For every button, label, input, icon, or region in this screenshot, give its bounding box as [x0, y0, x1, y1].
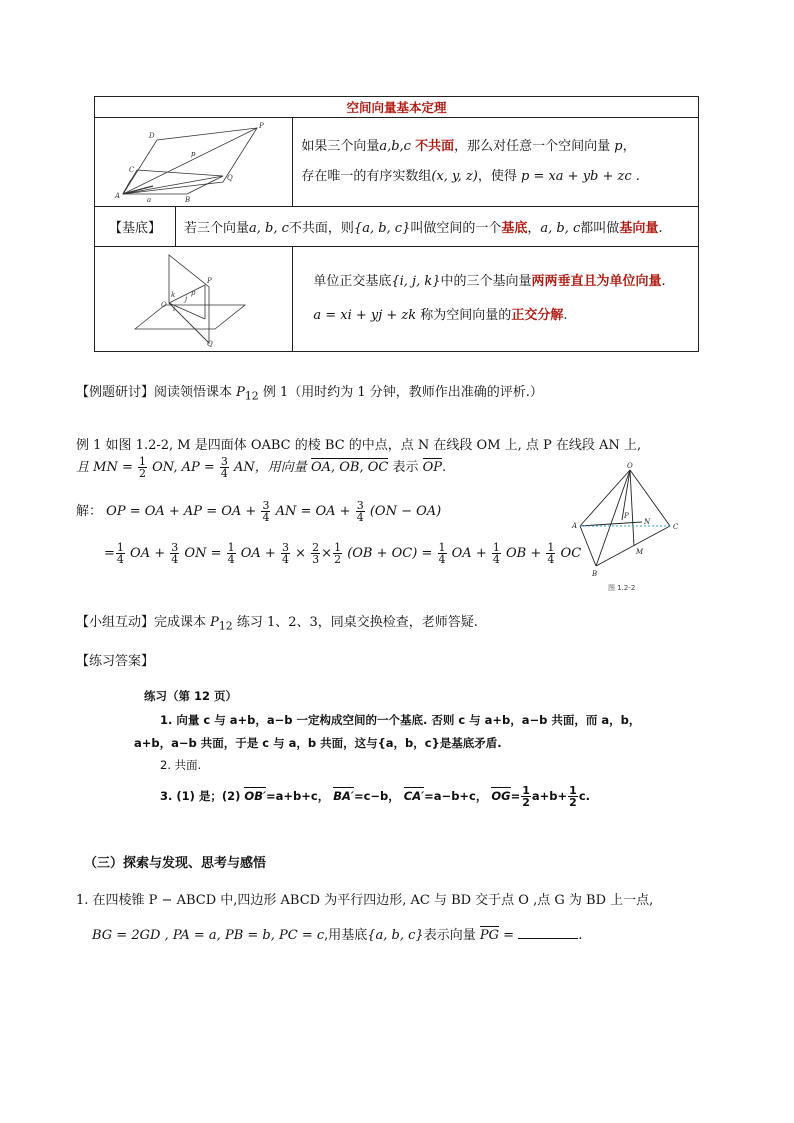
example1-line1: 例 1 如图 1.2-2, M 是四面体 OABC 的棱 BC 的中点，点 N 在线段 OM 上, 点 P 在线段 AN 上, [76, 438, 642, 453]
basis-abc: {a, b, c} [367, 928, 424, 943]
svg-text:D: D [149, 132, 155, 140]
theorem-title: 空间向量基本定理 [95, 97, 699, 118]
problem1-line1: 1. 在四棱锥 P − ABCD 中,四边形 ABCD 为平行四边形, AC 与 BD 交于点 O ,点 G 为 BD 上一点, [76, 893, 654, 908]
basis-highlight: 基底 [501, 221, 528, 236]
problem1-line2: BG = 2GD , PA = a, PB = b, PC = c,用基底{a, b, c}表示向量 PG = . [92, 928, 583, 943]
problem-text-c: 表示向量 [423, 928, 476, 943]
fig-label-c: C [673, 523, 679, 531]
solution-step2-a: OA + [130, 546, 166, 561]
basis-vector-highlight: 基向量 [619, 221, 659, 236]
example1-line2: 且 MN = $\frac{1}{2}$ ON, AP = $\frac{3}{4}$ AN，用向量 OA, OB, OC 表示 OP. [76, 455, 447, 480]
answers-heading: 【练习答案】 [76, 654, 155, 669]
fraction-half-2: $\frac{1}{2}$ [334, 541, 342, 566]
answer-1-line2: a+b，a−b 共面，于是 c 与 a，b 共面，这与{a，b，c}是基底矛盾. [134, 736, 502, 750]
unit-basis-text-b: 中的三个基向量 [440, 274, 532, 289]
vector-ba-prime: BA′ [333, 789, 354, 803]
answer-3-d: =a−b+c， [424, 789, 488, 803]
svg-text:j: j [185, 295, 188, 303]
svg-text:O: O [161, 301, 167, 309]
group-page-ref: P [210, 615, 219, 630]
figure-caption: 图 1.2-2 [608, 584, 636, 592]
svg-text:P: P [207, 277, 212, 285]
svg-text:a: a [147, 196, 152, 202]
parallelepiped-figure-cell [95, 118, 293, 207]
solution-step1-b: AN = OA + [275, 504, 351, 519]
answer-blank[interactable] [518, 926, 578, 939]
svg-text:C: C [129, 166, 135, 174]
vector-p: p [614, 139, 623, 154]
answer-title: 练习（第 12 页） [144, 689, 238, 703]
represent-text: 表示 [392, 460, 419, 475]
example-study-text: 【例题研讨】阅读领悟课本 [76, 385, 233, 400]
an-text: AN，用向量 [234, 460, 307, 475]
answer-3-g: c. [578, 789, 591, 803]
noncoplanar-highlight: 不共面 [415, 139, 455, 154]
group-rest: 练习 1、2、3，同桌交换检查，老师答疑. [236, 615, 478, 630]
basis-text: 若三个向量 [184, 221, 250, 236]
tetrahedron-figure [570, 462, 694, 594]
orthogonal-decomposition-eq: a = xi + yj + zk [313, 308, 417, 323]
solution-step2-f: OB + [506, 546, 542, 561]
fraction-three-quarters-3: $\frac{3}{4}$ [356, 499, 364, 524]
basis-vectors-2: a, b, c [540, 221, 581, 236]
statement-text-b: ，那么对任意一个空间向量 [454, 139, 611, 154]
group-page-sub: 12 [218, 619, 233, 633]
fig-label-n: N [644, 518, 651, 526]
answer-1-line1: 1. 向量 c 与 a+b，a−b 一定构成空间的一个基底. 否则 c 与 a+b，a−b 共面，而 a，b， [160, 713, 641, 727]
fraction-half: $\frac{1}{2}$ [138, 455, 146, 480]
statement-vectors: a,b,c [379, 139, 411, 154]
svg-text:p: p [191, 150, 196, 158]
solution-step1: OP = OA + AP = OA + [106, 504, 257, 519]
parallelepiped-figure [95, 118, 281, 202]
svg-text:P: P [259, 122, 264, 130]
page-sub: 12 [244, 389, 259, 403]
unit-basis-set: {i, j, k} [391, 274, 441, 289]
vector-og: OG [491, 789, 511, 803]
basis-label-cell [95, 207, 176, 247]
basis-text-c: 叫做空间的一个 [410, 221, 502, 236]
vector-op: OP [422, 460, 443, 475]
basis-text-e: 都叫做 [580, 221, 620, 236]
statement-line2-b: ，使得 [477, 169, 517, 184]
bg-eq: BG = 2GD , [92, 928, 169, 943]
fraction-quarter-3: $\frac{1}{4}$ [438, 541, 446, 566]
fig-label-b: B [592, 570, 598, 578]
solution-step1-c: (ON − OA) [369, 504, 442, 519]
orthogonal-basis-figure [95, 247, 281, 347]
fig-label-a: A [572, 522, 578, 530]
basis-text-b: 不共面，则 [288, 221, 354, 236]
perpendicular-highlight: 两两垂直且为 [531, 274, 610, 289]
fraction-quarter-5: $\frac{1}{4}$ [547, 541, 555, 566]
statement-text: 如果三个向量 [301, 139, 380, 154]
solution-line1 [76, 500, 441, 523]
mn-eq: 且 MN = [76, 460, 133, 475]
svg-text:A: A [115, 192, 121, 200]
orthogonal-decomposition-highlight: 正交分解 [511, 308, 564, 323]
fraction-two-thirds: $\frac{2}{3}$ [312, 541, 320, 566]
solution-line2: = $\frac{1}{4}$ OA + $\frac{3}{4}$ ON = $\frac{1}{4}$ OA + $\frac{3}{4}$ × $\frac{2}{3}$ × $\frac{1}{2}$ (OB + OC) = $\frac{1}{4}$ OA + $\frac{1}{4}$ OB + $\frac{1}{4}$ OC [104, 541, 582, 566]
answer-fraction-half-1: $\frac{1}{2}$ [522, 784, 530, 809]
example-study-heading [76, 381, 543, 403]
answer-3-b: =a+b+c， [266, 789, 330, 803]
solution-step2-d: (OB + OC) = [347, 546, 433, 561]
answer-2: 2. 共面. [160, 758, 202, 772]
ap-eq: ON, AP = [152, 460, 215, 475]
basis-vectors-oa-ob-oc: OA, OB, OC [310, 460, 389, 475]
decomposition-text: 称为空间向量的 [420, 308, 512, 323]
fig-label-m: M [636, 548, 644, 556]
answer-3 [160, 785, 590, 808]
example-study-rest: 例 1（用时约为 1 分钟，教师作出准确的评析.） [262, 385, 543, 400]
fraction-quarter-2: $\frac{1}{4}$ [227, 541, 235, 566]
statement-line2: 存在唯一的有序实数组 [301, 169, 432, 184]
group-heading [76, 611, 478, 633]
svg-text:Q: Q [227, 174, 233, 182]
fig-label-o: O [627, 462, 633, 470]
page-ref: P [236, 385, 245, 400]
solution-step2-c: OA + [240, 546, 276, 561]
basis-definition-cell [176, 207, 699, 247]
basis-vectors: a, b, c [249, 221, 289, 236]
solution-step2-b: ON = [184, 546, 222, 561]
equals-sign: = [503, 928, 515, 943]
decomposition-equation: p = xa + yb + zc . [520, 169, 640, 184]
basis-label: 【基底】 [108, 221, 161, 236]
theorem-statement-cell: 如果三个向量a,b,c 不共面，那么对任意一个空间向量 p， 存在唯一的有序实数组(x, y, z)，使得 p = xa + yb + zc . [293, 118, 699, 207]
svg-text:p: p [191, 289, 196, 297]
fraction-three-quarters-4: $\frac{3}{4}$ [171, 541, 179, 566]
fraction-quarter-4: $\frac{1}{4}$ [492, 541, 500, 566]
solution-step2-e: OA + [451, 546, 487, 561]
basis-set: {a, b, c} [353, 221, 411, 236]
vector-ca-prime: CA′ [403, 789, 425, 803]
answer-3-text: 3. (1) 是；(2) [160, 789, 241, 803]
fraction-three-quarters-2: $\frac{3}{4}$ [262, 499, 270, 524]
svg-text:Q: Q [207, 340, 213, 347]
answer-3-f: a+b+ [531, 789, 568, 803]
orthogonal-figure-cell [95, 247, 293, 352]
answer-scan [128, 683, 658, 809]
theorem-table [94, 96, 699, 352]
real-tuple: (x, y, z) [431, 169, 478, 184]
orthogonal-basis-cell [293, 247, 699, 352]
answer-fraction-half-2: $\frac{1}{2}$ [569, 784, 577, 809]
solution-step2-g: OC [560, 546, 582, 561]
svg-text:B: B [185, 196, 191, 202]
fraction-three-quarters-5: $\frac{3}{4}$ [281, 541, 289, 566]
problem-text-b: ,用基底 [324, 928, 368, 943]
unit-basis-text: 单位正交基底 [313, 274, 392, 289]
answer-3-c: =c−b， [353, 789, 400, 803]
unit-vector-highlight: 单位向量 [609, 274, 662, 289]
basis-comma: ， [527, 221, 541, 236]
vector-pg: PG [479, 928, 499, 943]
solution-label: 解： [76, 504, 103, 519]
vector-defs: PA = a, PB = b, PC = c [172, 928, 325, 943]
svg-text:k: k [171, 291, 176, 299]
fig-label-p: P [624, 512, 629, 520]
vector-ob-prime: OB′ [244, 789, 266, 803]
times-sign: × [295, 546, 307, 561]
section3-heading: （三）探索与发现、思考与感悟 [84, 856, 267, 871]
basis-end: . [658, 221, 663, 236]
unit-end: . [661, 274, 666, 289]
answer-3-e: = [510, 789, 521, 803]
decomposition-end: . [563, 308, 568, 323]
fraction-three-quarters: $\frac{3}{4}$ [220, 455, 228, 480]
fraction-quarter-1: $\frac{1}{4}$ [116, 541, 124, 566]
group-text: 【小组互动】完成课本 [76, 615, 207, 630]
svg-text:i: i [173, 305, 176, 313]
